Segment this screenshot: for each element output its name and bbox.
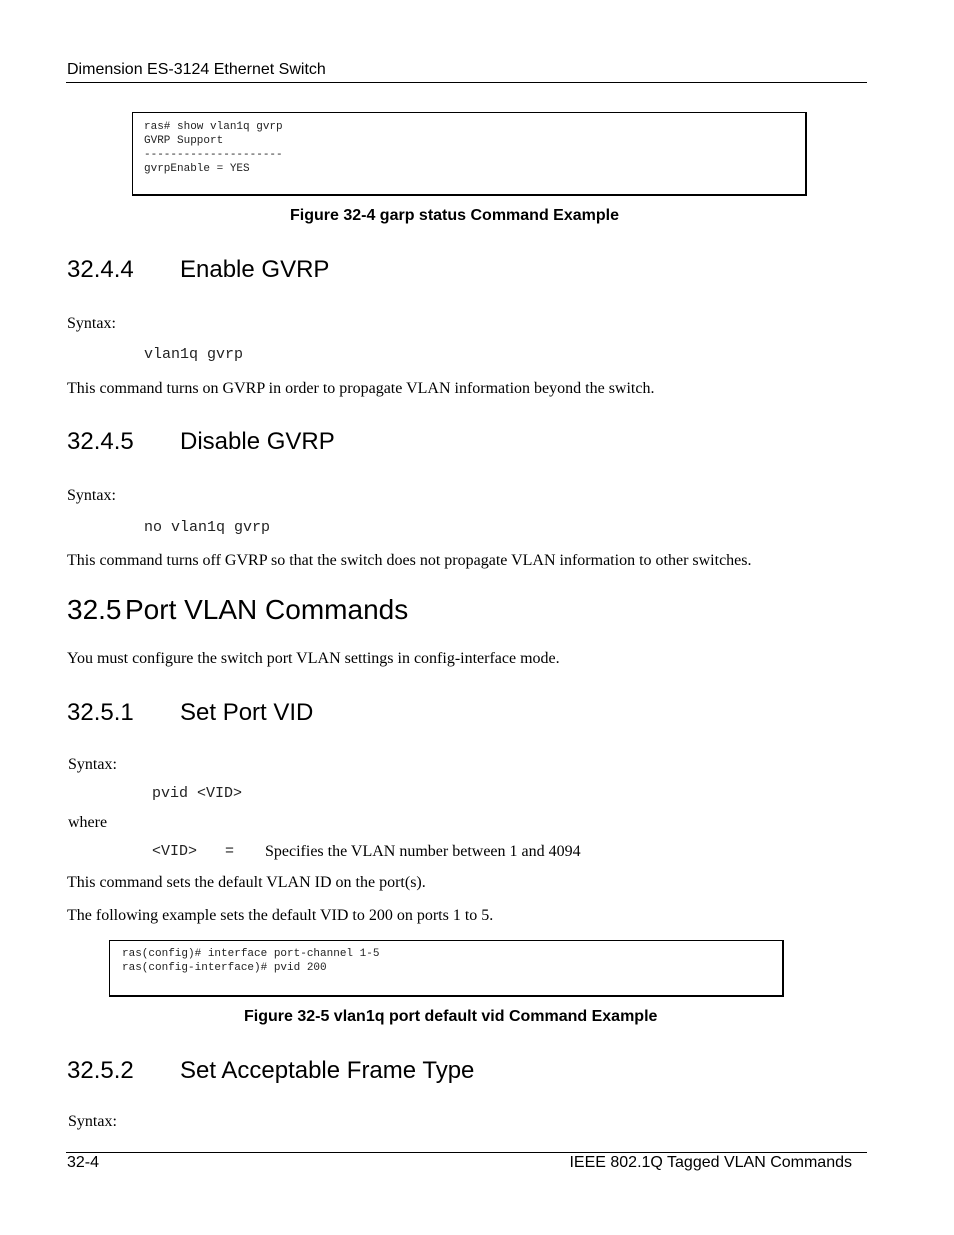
running-footer-chapter: IEEE 802.1Q Tagged VLAN Commands [569, 1154, 852, 1171]
code-line: --------------------- [144, 149, 283, 161]
syntax-command: vlan1q gvrp [144, 346, 244, 363]
section-number: 32.5.2 [67, 1057, 134, 1084]
example-intro: The following example sets the default VID to 200 on ports 1 to 5. [67, 907, 494, 924]
section-description: You must configure the switch port VLAN settings in config-interface mode. [67, 650, 560, 667]
syntax-command: pvid <VID> [152, 785, 243, 802]
code-example-box [132, 112, 807, 196]
section-description: This command turns on GVRP in order to propagate VLAN information beyond the switch. [67, 380, 655, 397]
code-line: ras(config-interface)# pvid 200 [122, 962, 327, 974]
where-label: where [68, 814, 108, 831]
parameter-description: Specifies the VLAN number between 1 and 4094 [265, 843, 581, 860]
code-line: gvrpEnable = YES [144, 163, 250, 175]
chapter-section-number: 32.5 [67, 594, 122, 625]
section-title: Set Port VID [180, 699, 314, 726]
code-example-box [109, 940, 784, 997]
section-title: Disable GVRP [180, 428, 335, 455]
code-block [122, 947, 379, 975]
page-number: 32-4 [67, 1154, 100, 1171]
section-description: This command sets the default VLAN ID on the port(s). [67, 874, 426, 891]
code-line: GVRP Support [144, 135, 224, 147]
section-title: Set Acceptable Frame Type [180, 1057, 475, 1084]
chapter-section-title: Port VLAN Commands [125, 594, 409, 625]
syntax-label: Syntax: [67, 487, 116, 504]
running-header: Dimension ES-3124 Ethernet Switch [67, 61, 326, 78]
section-number: 32.5.1 [67, 699, 134, 726]
code-line: ras(config)# interface port-channel 1-5 [122, 948, 380, 960]
section-description: This command turns off GVRP so that the switch does not propagate VLAN information to other switches. [67, 552, 752, 569]
syntax-label: Syntax: [68, 756, 117, 773]
figure-caption: Figure 32-4 garp status Command Example [290, 207, 619, 224]
code-line: ras# show vlan1q gvrp [144, 121, 283, 133]
header-rule [66, 82, 867, 83]
parameter-name: <VID> [152, 843, 198, 860]
figure-caption: Figure 32-5 vlan1q port default vid Command Example [244, 1008, 658, 1025]
section-number: 32.4.5 [67, 428, 134, 455]
footer-rule [66, 1152, 867, 1153]
syntax-label: Syntax: [67, 315, 116, 332]
section-title: Enable GVRP [180, 256, 330, 283]
syntax-label: Syntax: [68, 1113, 117, 1130]
syntax-command: no vlan1q gvrp [144, 519, 271, 536]
code-block [144, 120, 283, 176]
section-number: 32.4.4 [67, 256, 134, 283]
parameter-equals: = [225, 843, 235, 860]
